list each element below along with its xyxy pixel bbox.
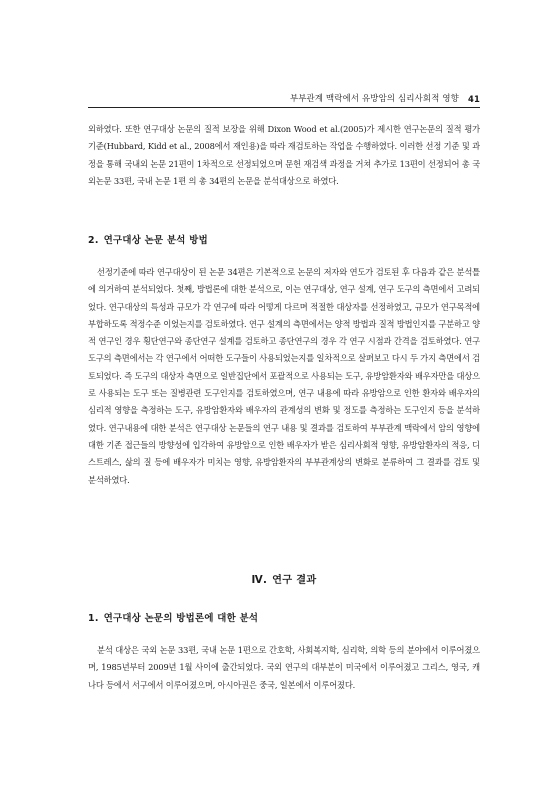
section-iv-number: Ⅳ. (251, 575, 268, 586)
section-iv-title: 연구 결과 (272, 575, 317, 586)
section-2-heading (88, 232, 208, 246)
running-header (88, 90, 480, 108)
section-1-heading (88, 610, 258, 624)
running-header-title: 부부관계 맥락에서 유방암의 심리사회적 영향 (289, 93, 459, 103)
section-1-title: 연구대상 논문의 방법론에 대한 분석 (103, 613, 259, 624)
page-number: 41 (467, 94, 480, 104)
section-1-body (88, 642, 480, 694)
section-iv-heading (88, 571, 480, 586)
intro-paragraph-block (88, 121, 480, 190)
section-1-number: 1. (88, 613, 99, 624)
section-2-body (88, 264, 480, 489)
section-2-title: 연구대상 논문 분석 방법 (103, 235, 208, 246)
section-1-paragraph: 분석 대상은 국외 논문 33편, 국내 논문 1편으로 간호학, 사회복지학, 심리학, 의학 등의 분야에서 이루어졌으며, 1985년부터 2009년 1월 사이에 출간되었다. 국외 연구의 대부분이 미국에서 이루어졌고 그리스, 영국, 캐나다 등에서 서구에서 이루어졌으며, 아시아권은 중국, 일본에서 이루어졌다. (88, 645, 480, 690)
section-2-number: 2. (88, 235, 99, 246)
section-2-paragraph: 선정기준에 따라 연구대상이 된 논문 34편은 기본적으로 논문의 저자와 연도가 검토된 후 다음과 같은 분석틀에 의거하여 분석되었다. 첫째, 방법론에 대한 분석으로, 이는 연구대상, 연구 설계, 연구 도구의 측면에서 고려되었다. 연구대상의 특성과 규모가 각 연구에 따라 어떻게 다르며 적절한 대상자를 선정하였고, 규모가 연구목적에 부합하도록 적정수준 이었는지를 검토하였다. 연구 설계의 측면에서는 양적 방법과 질적 방법인지를 구분하고 양적 연구인 경우 횡단연구와 종단연구 설계를 검토하고 종단연구의 경우 각 연구 시점과 간격을 검토하였다. 연구 도구의 측면에서는 각 연구에서 어떠한 도구들이 사용되었는지를 일차적으로 살펴보고 다시 두 가지 측면에서 검토되었다. 즉 도구의 대상자 측면으로 일반집단에서 포괄적으로 사용되는 도구, 유방암환자와 배우자만을 대상으로 사용되는 도구 또는 질병관련 도구인지를 검토하였으며, 연구 내용에 따라 유방암으로 인한 환자와 배우자의 심리적 영향을 측정하는 도구, 유방암환자와 배우자의 관계성의 변화 및 정도를 측정하는 도구인지 등을 분석하였다. 연구내용에 대한 분석은 연구대상 논문들의 연구 내용 및 결과를 검토하여 부부관계 맥락에서 암의 영향에 대한 기존 접근들의 방향성에 입각하여 유방암으로 인한 배우자가 받은 심리사회적 영향, 유방암환자의 적응, 디스트레스, 삶의 질 등에 배우자가 미치는 영향, 유방암환자의 부부관계상의 변화로 분류하여 그 결과를 검토 및 분석하였다. (88, 267, 480, 485)
intro-paragraph: 외하였다. 또한 연구대상 논문의 질적 보장을 위해 Dixon Wood et al.(2005)가 제시한 연구논문의 질적 평가 기준(Hubbard, Kidd et al., 2008에서 재인용)을 따라 재검토하는 작업을 수행하였다. 이러한 선정 기준 및 과정을 통해 국내외 논문 21편이 1차적으로 선정되었으며 문헌 재검색 과정을 거쳐 추가로 13편이 선정되어 총 국외논문 33편, 국내 논문 1편 의 총 34편의 논문을 분석대상으로 하였다. (88, 124, 480, 186)
